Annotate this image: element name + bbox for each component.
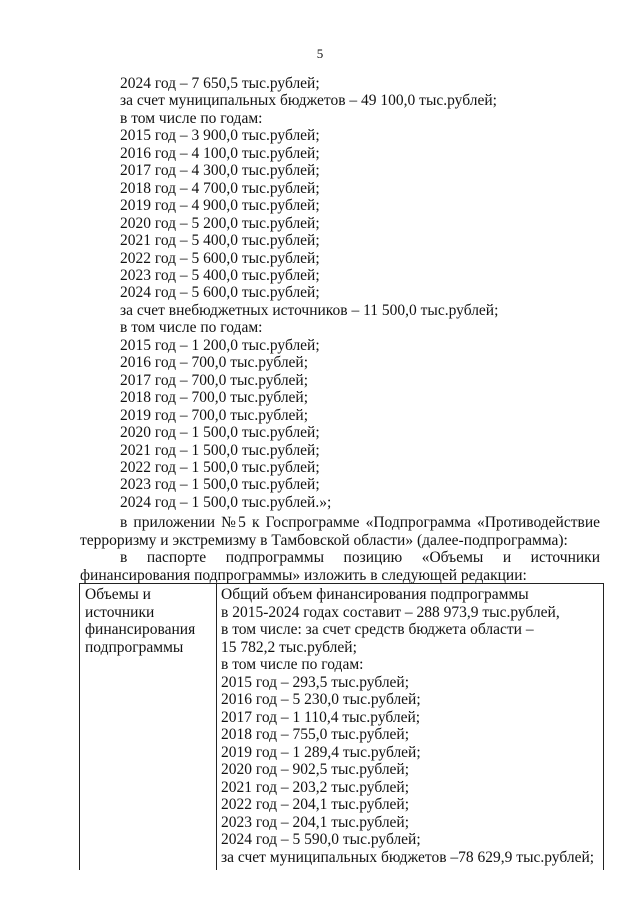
table-value-line: в 2015-2024 годах составит – 288 973,9 тыс.рублей, <box>221 603 560 621</box>
table-value-line: в том числе по годам: <box>221 656 364 673</box>
funding-line: в том числе по годам: <box>120 319 263 337</box>
funding-line: 2023 год – 1 500,0 тыс.рублей; <box>120 476 320 494</box>
funding-line: 2024 год – 7 650,5 тыс.рублей; <box>120 75 320 92</box>
table-value-line: 2017 год – 1 110,4 тыс.рублей; <box>221 708 421 726</box>
table-label-line: подпрограммы <box>85 638 184 656</box>
table-value-line: 2023 год – 204,1 тыс.рублей; <box>221 813 410 831</box>
funding-line: 2015 год – 1 200,0 тыс.рублей; <box>120 336 320 354</box>
table-label-line: источники <box>85 603 155 621</box>
funding-line: 2023 год – 5 400,0 тыс.рублей; <box>120 266 320 284</box>
funding-line: 2022 год – 5 600,0 тыс.рублей; <box>120 249 320 267</box>
funding-line: 2018 год – 700,0 тыс.рублей; <box>120 389 309 407</box>
funding-line: за счет муниципальных бюджетов – 49 100,0 тыс.рублей; <box>120 92 497 110</box>
table-value-line: 2015 год – 293,5 тыс.рублей; <box>221 673 410 691</box>
funding-line: 2016 год – 700,0 тыс.рублей; <box>120 354 309 372</box>
page-number: 5 <box>316 46 324 61</box>
funding-line: 2021 год – 5 400,0 тыс.рублей; <box>120 232 320 250</box>
passport-paragraph <box>80 549 600 584</box>
funding-line: 2015 год – 3 900,0 тыс.рублей; <box>120 127 320 145</box>
table-value-line: 2018 год – 755,0 тыс.рублей; <box>221 726 410 743</box>
table-value-line: в том числе: за счет средств бюджета области – <box>221 621 534 638</box>
table-label-cell <box>80 584 217 870</box>
funding-line: 2017 год – 700,0 тыс.рублей; <box>120 371 309 389</box>
funding-line: 2020 год – 1 500,0 тыс.рублей; <box>120 424 320 442</box>
table-value-line: 2016 год – 5 230,0 тыс.рублей; <box>221 691 421 708</box>
table-value-line: 2019 год – 1 289,4 тыс.рублей; <box>221 743 421 761</box>
passport-paragraph-line-1: в паспорте подпрограммы позицию «Объемы и источники <box>120 549 600 566</box>
funding-line: 2017 год – 4 300,0 тыс.рублей; <box>120 162 320 180</box>
funding-line: 2020 год – 5 200,0 тыс.рублей; <box>120 214 320 232</box>
funding-line: 2018 год – 4 700,0 тыс.рублей; <box>120 179 320 197</box>
funding-line: 2024 год – 5 600,0 тыс.рублей; <box>120 284 320 302</box>
funding-line: 2024 год – 1 500,0 тыс.рублей.»; <box>120 493 332 511</box>
funding-line: 2019 год – 4 900,0 тыс.рублей; <box>120 197 320 215</box>
table-value-line: 15 782,2 тыс.рублей; <box>221 638 357 656</box>
funding-line: за счет внебюджетных источников – 11 500,0 тыс.рублей; <box>120 301 499 319</box>
passport-paragraph-line-2: финансирования подпрограммы» изложить в следующей редакции: <box>80 566 527 584</box>
table-value-line: 2024 год – 5 590,0 тыс.рублей; <box>221 831 421 848</box>
funding-line: 2022 год – 1 500,0 тыс.рублей; <box>120 458 320 476</box>
funding-line: 2021 год – 1 500,0 тыс.рублей; <box>120 441 320 459</box>
table-label-line: Объемы и <box>85 586 151 603</box>
funding-line: 2019 год – 700,0 тыс.рублей; <box>120 406 309 424</box>
funding-line: 2016 год – 4 100,0 тыс.рублей; <box>120 144 320 162</box>
table-value-line: Общий объем финансирования подпрограммы <box>221 586 529 603</box>
table-label-line: финансирования <box>85 621 196 638</box>
funding-table <box>79 583 604 870</box>
table-value-cell <box>217 584 603 870</box>
funding-list <box>120 75 600 511</box>
amendment-paragraph: в приложении №5 к Госпрограмме «Подпрограмма «Противодействие терроризму и экстремизму в Тамбовской области» (далее-подпрограмма): <box>80 514 600 549</box>
table-value-line: за счет муниципальных бюджетов –78 629,9 тыс.рублей; <box>221 848 595 866</box>
table-value-line: 2021 год – 203,2 тыс.рублей; <box>221 778 410 796</box>
table-value-line: 2022 год – 204,1 тыс.рублей; <box>221 796 410 813</box>
funding-line: в том числе по годам: <box>120 109 263 127</box>
table-value-line: 2020 год – 902,5 тыс.рублей; <box>221 761 410 778</box>
